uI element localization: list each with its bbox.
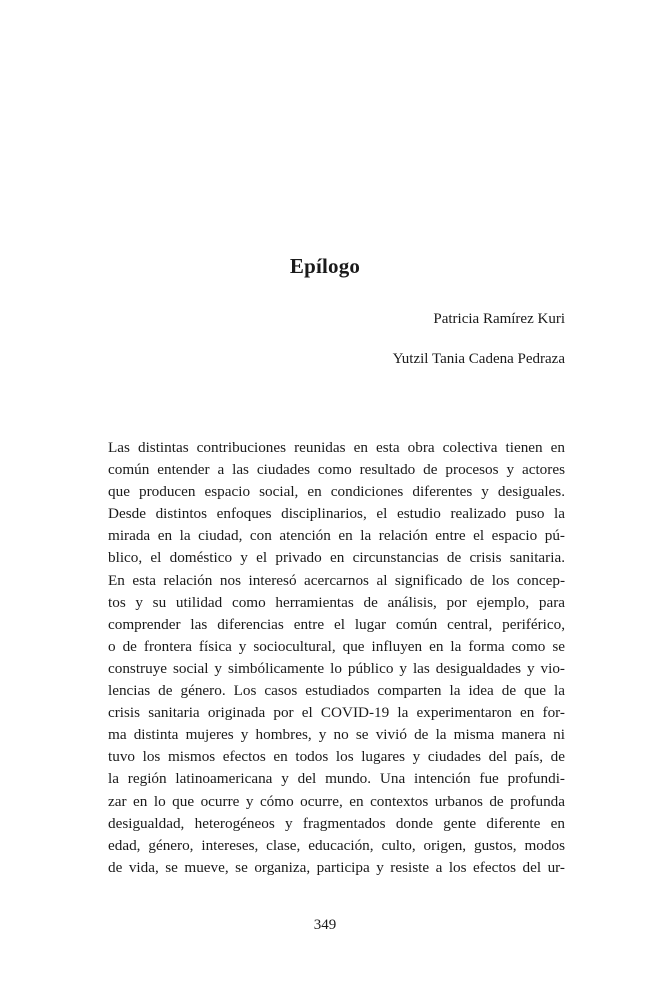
text-line: zar en lo que ocurre y cómo ocurre, en contextos urbanos de profunda bbox=[108, 792, 565, 810]
text-line: blico, el doméstico y el privado en circunstancias de crisis sanitaria. bbox=[108, 549, 565, 567]
page-number: 349 bbox=[313, 917, 337, 933]
text-line: común entender a las ciudades como resultado de procesos y actores bbox=[108, 461, 565, 479]
text-line: o de frontera física y sociocultural, que influyen en la forma como se bbox=[108, 637, 565, 655]
text-line: de vida, se mueve, se organiza, participa y resiste a los efectos del ur- bbox=[108, 858, 565, 876]
text-line: tuvo los mismos efectos en todos los lugares y ciudades del país, de bbox=[108, 748, 565, 766]
text-line: la región latinoamericana y del mundo. Una intención fue profundi- bbox=[108, 770, 565, 788]
text-line: mirada en la ciudad, con atención en la relación entre el espacio pú- bbox=[108, 527, 565, 545]
text-line: tos y su utilidad como herramientas de análisis, por ejemplo, para bbox=[108, 593, 565, 611]
text-line: Desde distintos enfoques disciplinarios, el estudio realizado puso la bbox=[108, 505, 565, 523]
chapter-title: Epílogo bbox=[289, 254, 361, 279]
text-line: Las distintas contribuciones reunidas en esta obra colectiva tienen en bbox=[108, 439, 565, 456]
text-line: En esta relación nos interesó acercarnos al significado de los concep- bbox=[108, 571, 565, 589]
text-line: lencias de género. Los casos estudiados comparten la idea de que la bbox=[108, 682, 565, 700]
author-name: Yutzil Tania Cadena Pedraza bbox=[392, 351, 565, 367]
author-name: Patricia Ramírez Kuri bbox=[433, 311, 565, 327]
text-line: comprender las diferencias entre el lugar común central, periférico, bbox=[108, 615, 565, 633]
text-line: edad, género, intereses, clase, educación, culto, origen, gustos, modos bbox=[108, 836, 565, 854]
text-line: ma distinta mujeres y hombres, y no se vivió de la misma manera ni bbox=[108, 726, 565, 744]
text-line: crisis sanitaria originada por el COVID-19 la experimentaron en for- bbox=[108, 704, 565, 722]
text-line: que producen espacio social, en condiciones diferentes y desiguales. bbox=[108, 483, 565, 501]
body-paragraph bbox=[108, 437, 565, 879]
text-line: construye social y simbólicamente lo público y las desigualdades y vio- bbox=[108, 659, 565, 677]
text-line: desigualdad, heterogéneos y fragmentados donde gente diferente en bbox=[108, 814, 565, 832]
